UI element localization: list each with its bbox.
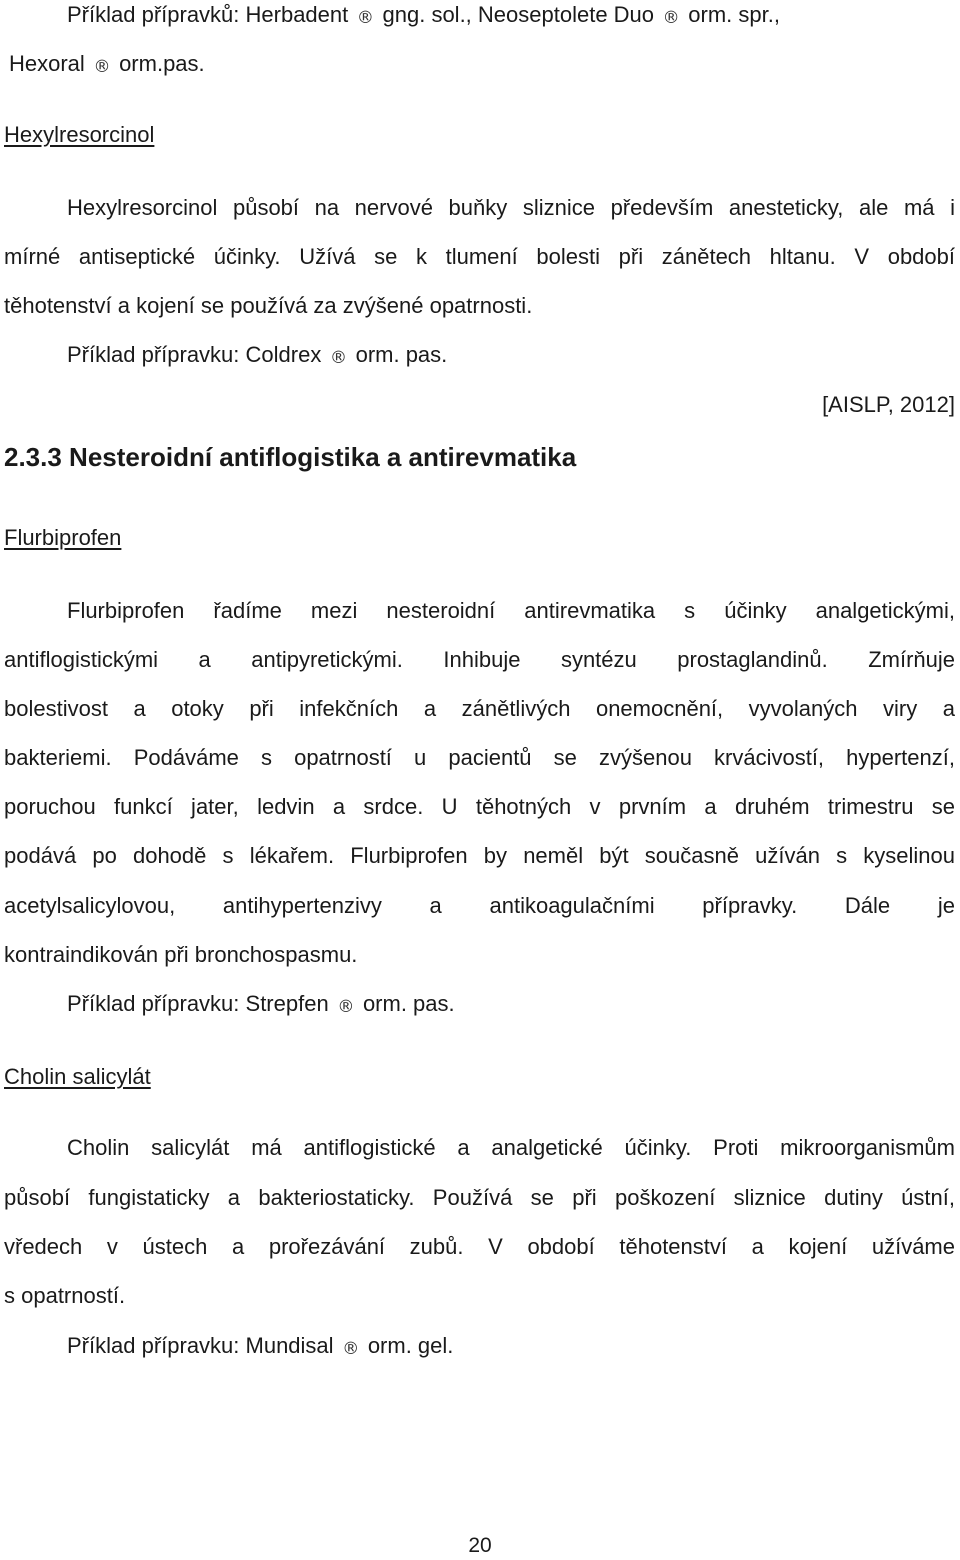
example-coldrex-line [67, 340, 955, 370]
example-text: Příklad přípravků: Herbadent [67, 2, 349, 27]
paragraph-line: Flurbiprofen řadíme mezi nesteroidní antirevmatika s účinky analgetickými, [67, 598, 955, 623]
registered-icon: ® [337, 997, 355, 1017]
paragraph-line: s opatrností. [4, 1283, 126, 1308]
example-text: orm. pas. [362, 991, 455, 1016]
example-text: Hexoral [9, 51, 85, 76]
section-title: 2.3.3 Nesteroidní antiflogistika a antirevmatika [4, 442, 577, 472]
registered-icon: ® [342, 1339, 360, 1359]
paragraph-line: acetylsalicylovou, antihypertenzivy a antikoagulačními přípravky. Dále je [4, 893, 955, 918]
paragraph-line: působí fungistaticky a bakteriostaticky. Používá se při poškození sliznice dutiny ústní, [4, 1185, 955, 1210]
paragraph-line: bakteriemi. Podáváme s opatrností u pacientů se zvýšenou krvácivostí, hypertenzí, [4, 745, 955, 770]
paragraph-line: mírné antiseptické účinky. Užívá se k tlumení bolesti při zánětech hltanu. V období [4, 244, 955, 269]
example-strepfen-line [67, 989, 955, 1019]
registered-icon: ® [356, 8, 374, 28]
subheading-flurbiprofen: Flurbiprofen [4, 525, 122, 550]
example-text: orm.pas. [119, 51, 205, 76]
subheading-hexylresorcinol: Hexylresorcinol [4, 122, 155, 147]
paragraph-line: podává po dohodě s lékařem. Flurbiprofen by neměl být současně užíván s kyselinou [4, 843, 955, 868]
example-mundisal-line [67, 1331, 955, 1361]
registered-icon: ® [93, 57, 111, 77]
paragraph-line: Hexylresorcinol působí na nervové buňky sliznice především anesteticky, ale má i [67, 195, 955, 220]
page-number: 20 [468, 1534, 492, 1557]
paragraph-line: kontraindikován při bronchospasmu. [4, 942, 358, 967]
example-text: gng. sol., Neoseptolete Duo [382, 2, 655, 27]
paragraph-line: Cholin salicylát má antiflogistické a analgetické účinky. Proti mikroorganismům [67, 1135, 955, 1160]
subheading-cholin-salicylat: Cholin salicylát [4, 1064, 151, 1089]
registered-icon: ® [329, 348, 347, 368]
example-herbadent-line [67, 0, 955, 30]
paragraph-line: antiflogistickými a antipyretickými. Inhibuje syntézu prostaglandinů. Zmírňuje [4, 647, 955, 672]
example-text: Příklad přípravku: Coldrex [67, 342, 322, 367]
citation: [AISLP, 2012] [822, 392, 955, 417]
example-text: orm. spr., [688, 2, 780, 27]
example-text: Příklad přípravku: Mundisal [67, 1333, 334, 1358]
example-text: orm. gel. [367, 1333, 454, 1358]
paragraph-line: bolestivost a otoky při infekčních a zánětlivých onemocnění, vyvolaných viry a [4, 696, 955, 721]
paragraph-line: vředech v ústech a prořezávání zubů. V období těhotenství a kojení užíváme [4, 1234, 955, 1259]
paragraph-line: poruchou funkcí jater, ledvin a srdce. U těhotných v prvním a druhém trimestru se [4, 794, 955, 819]
example-text: orm. pas. [355, 342, 448, 367]
example-hexoral-line [9, 49, 960, 79]
example-text: Příklad přípravku: Strepfen [67, 991, 329, 1016]
paragraph-line: těhotenství a kojení se používá za zvýšené opatrnosti. [4, 293, 533, 318]
registered-icon: ® [662, 8, 680, 28]
